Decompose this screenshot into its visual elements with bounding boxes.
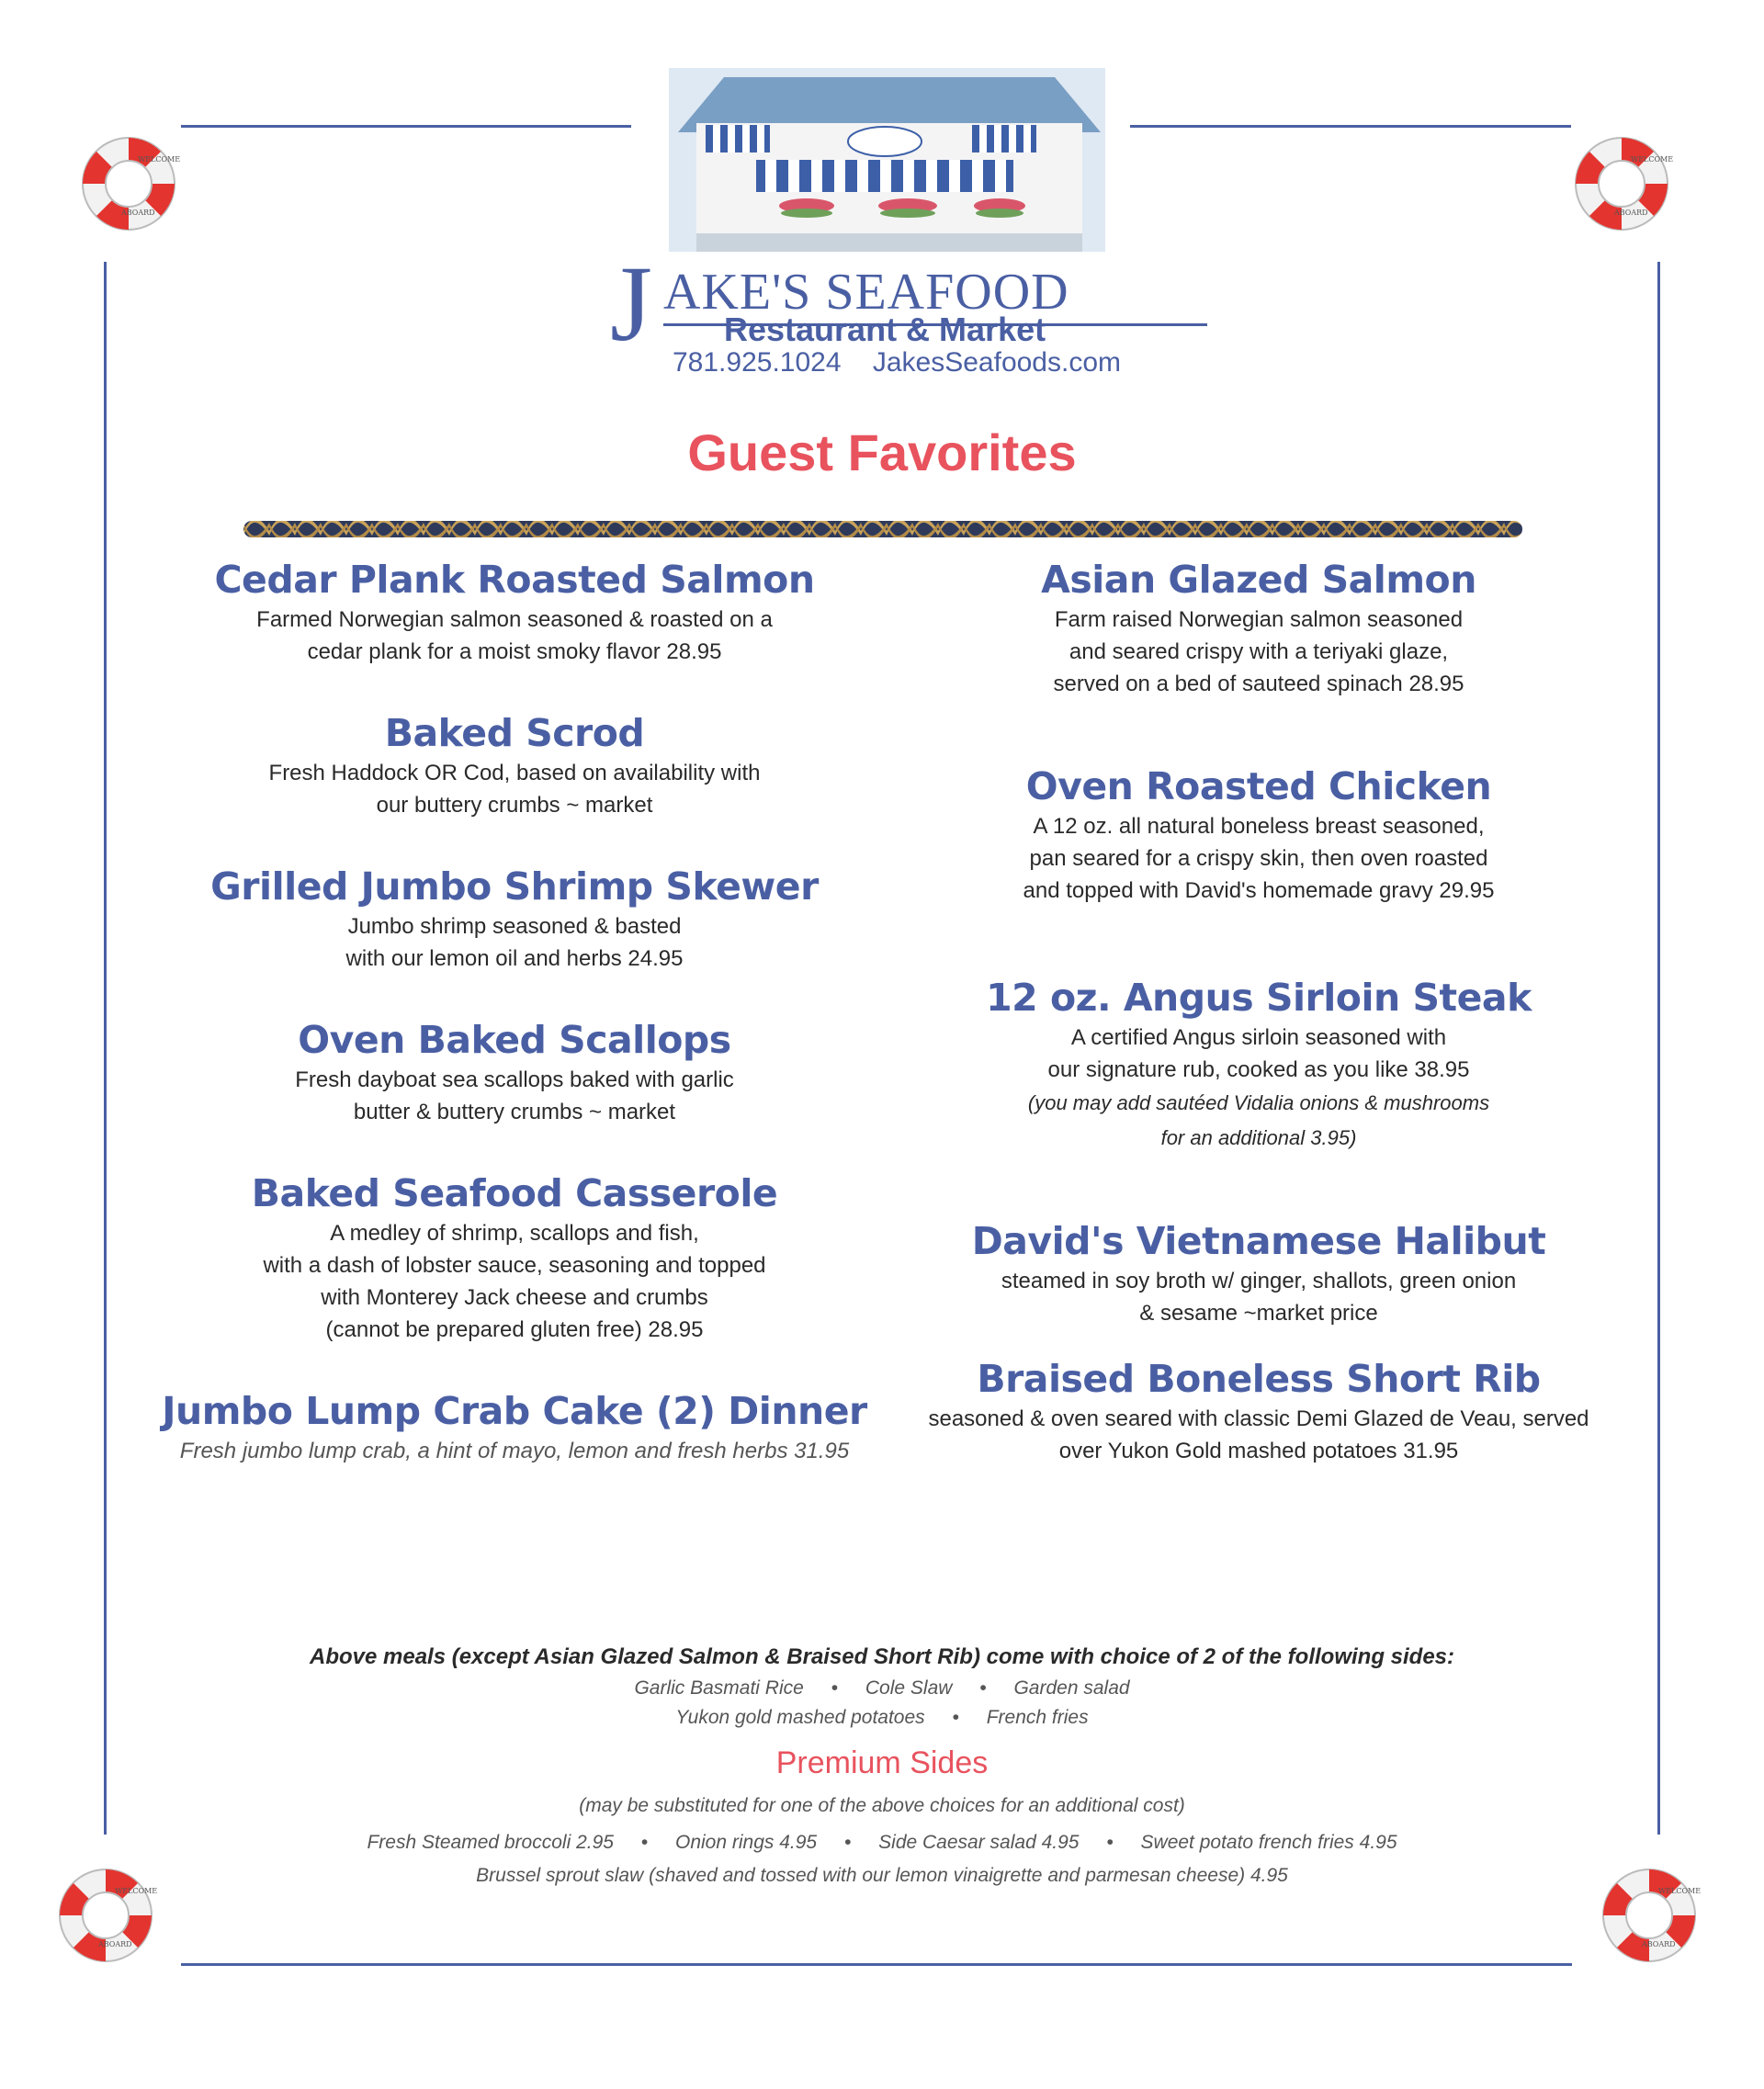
premium-sides-title: Premium Sides — [775, 1745, 989, 1780]
item-description: Fresh Haddock OR Cod, based on availability with — [268, 761, 761, 785]
bullet-separator: • — [1106, 1832, 1114, 1853]
item-description: A 12 oz. all natural boneless breast seasoned, — [1033, 814, 1485, 839]
item-description: butter & buttery crumbs ~ market — [353, 1100, 676, 1124]
item-name: Baked Seafood Casserole — [251, 1171, 778, 1215]
page-title: Guest Favorites — [687, 423, 1077, 481]
item-name: Asian Glazed Salmon — [1041, 558, 1476, 602]
item-name: Grilled Jumbo Shrimp Skewer — [210, 864, 819, 909]
item-description: Farm raised Norwegian salmon seasoned — [1054, 607, 1464, 632]
buoy-text-top: WELCOME — [1658, 1887, 1702, 1895]
item-note: for an additional 3.95) — [1160, 1126, 1357, 1149]
bullet-separator: • — [952, 1707, 959, 1728]
buoy-text-top: WELCOME — [115, 1887, 158, 1895]
premium-sides-note: (may be substituted for one of the above choices for an additional cost) — [579, 1795, 1185, 1816]
premium-option: Sweet potato french fries 4.95 — [1140, 1832, 1397, 1853]
item-description: our buttery crumbs ~ market — [376, 793, 653, 818]
item-name: Baked Scrod — [384, 711, 645, 755]
side-option: Garden salad — [1013, 1677, 1130, 1699]
menu-item — [101, 863, 928, 975]
item-description: Fresh dayboat sea scallops baked with garlic — [295, 1067, 734, 1092]
sides-section — [0, 1641, 1764, 1891]
item-description: Jumbo shrimp seasoned & basted — [347, 914, 682, 939]
item-name: Oven Roasted Chicken — [1025, 764, 1492, 808]
item-description: and topped with David's homemade gravy 29.95 — [1023, 878, 1495, 903]
item-description: with our lemon oil and herbs 24.95 — [345, 946, 684, 971]
buoy-text-top: WELCOME — [1631, 155, 1674, 164]
item-name: David's Vietnamese Halibut — [971, 1219, 1546, 1263]
item-description: with a dash of lobster sauce, seasoning and topped — [263, 1253, 766, 1278]
menu-item — [845, 1217, 1672, 1329]
sides-row — [0, 1674, 1764, 1703]
buoy-text-bottom: ABOARD — [1614, 209, 1648, 217]
bullet-separator: • — [979, 1677, 987, 1699]
sides-intro: Above meals (except Asian Glazed Salmon & Braised Short Rib) come with choice of 2 of the following sides: — [309, 1644, 1455, 1669]
brand-name: AKE'S SEAFOOD — [663, 264, 1069, 321]
item-note: (you may add sautéed Vidalia onions & mushrooms — [1027, 1091, 1490, 1114]
rope-divider — [243, 519, 1522, 539]
sides-row — [0, 1703, 1764, 1733]
menu-item — [845, 974, 1672, 1156]
brand-subtitle: Restaurant & Market — [724, 311, 1046, 348]
item-description: and seared crispy with a teriyaki glaze, — [1069, 639, 1449, 664]
item-description: A medley of shrimp, scallops and fish, — [330, 1221, 699, 1246]
item-description: Fresh jumbo lump crab, a hint of mayo, lemon and fresh herbs 31.95 — [179, 1439, 850, 1463]
item-description: seasoned & oven seared with classic Demi Glazed de Veau, served — [928, 1406, 1589, 1431]
website-link[interactable]: JakesSeafoods.com — [872, 347, 1122, 378]
item-name: Braised Boneless Short Rib — [977, 1357, 1541, 1401]
item-description: with Monterey Jack cheese and crumbs — [321, 1285, 708, 1310]
item-description: our signature rub, cooked as you like 38.95 — [1047, 1057, 1470, 1082]
premium-option: Onion rings 4.95 — [675, 1832, 818, 1853]
side-option: Garlic Basmati Rice — [634, 1677, 804, 1699]
item-description: steamed in soy broth w/ ginger, shallots, green onion — [1001, 1269, 1517, 1293]
top-rule-right — [1130, 125, 1571, 128]
buoy-text-bottom: ABOARD — [1642, 1940, 1676, 1948]
item-description: (cannot be prepared gluten free) 28.95 — [325, 1317, 704, 1342]
menu-item — [101, 1387, 928, 1467]
phone-number: 781.925.1024 — [673, 347, 842, 378]
premium-sides-row — [0, 1824, 1764, 1861]
bottom-rule — [181, 1963, 1572, 1966]
bullet-separator: • — [831, 1677, 839, 1699]
premium-option: Fresh Steamed broccoli 2.95 — [367, 1832, 614, 1853]
item-description: pan seared for a crispy skin, then oven roasted — [1029, 846, 1488, 871]
item-name: Oven Baked Scallops — [298, 1018, 731, 1062]
item-description: over Yukon Gold mashed potatoes 31.95 — [1058, 1439, 1459, 1463]
bullet-separator: • — [640, 1832, 649, 1853]
premium-sides-row: Brussel sprout slaw (shaved and tossed with our lemon vinaigrette and parmesan cheese) 4.95 — [476, 1865, 1288, 1886]
storefront-illustration — [669, 68, 1105, 252]
menu-item — [101, 1169, 928, 1346]
item-description: A certified Angus sirloin seasoned with — [1070, 1025, 1447, 1050]
brand-logo — [606, 243, 1176, 378]
item-description: cedar plank for a moist smoky flavor 28.95 — [307, 639, 722, 664]
brand-contact — [673, 347, 1121, 378]
buoy-text-bottom: ABOARD — [98, 1940, 132, 1948]
menu-item — [845, 556, 1672, 700]
life-buoy-icon — [1566, 129, 1677, 239]
item-name: Jumbo Lump Crab Cake (2) Dinner — [162, 1389, 867, 1433]
menu-item — [101, 709, 928, 821]
menu-item — [845, 1355, 1672, 1467]
top-rule-left — [181, 125, 631, 128]
life-buoy-icon — [74, 129, 184, 239]
side-option: Yukon gold mashed potatoes — [675, 1707, 925, 1728]
brand-initial: J — [610, 243, 652, 364]
menu-item — [101, 556, 928, 668]
side-option: Cole Slaw — [865, 1677, 953, 1699]
buoy-text-bottom: ABOARD — [121, 209, 155, 217]
side-option: French fries — [986, 1707, 1089, 1728]
menu-item — [101, 1016, 928, 1128]
item-description: & sesame ~market price — [1139, 1301, 1378, 1326]
item-name: Cedar Plank Roasted Salmon — [214, 558, 815, 602]
item-description: Farmed Norwegian salmon seasoned & roasted on a — [256, 607, 773, 632]
bullet-separator: • — [843, 1832, 852, 1853]
item-description: served on a bed of sauteed spinach 28.95 — [1053, 672, 1464, 696]
buoy-text-top: WELCOME — [138, 155, 181, 164]
premium-option: Side Caesar salad 4.95 — [878, 1832, 1080, 1853]
menu-item — [845, 762, 1672, 907]
item-name: 12 oz. Angus Sirloin Steak — [986, 976, 1532, 1020]
